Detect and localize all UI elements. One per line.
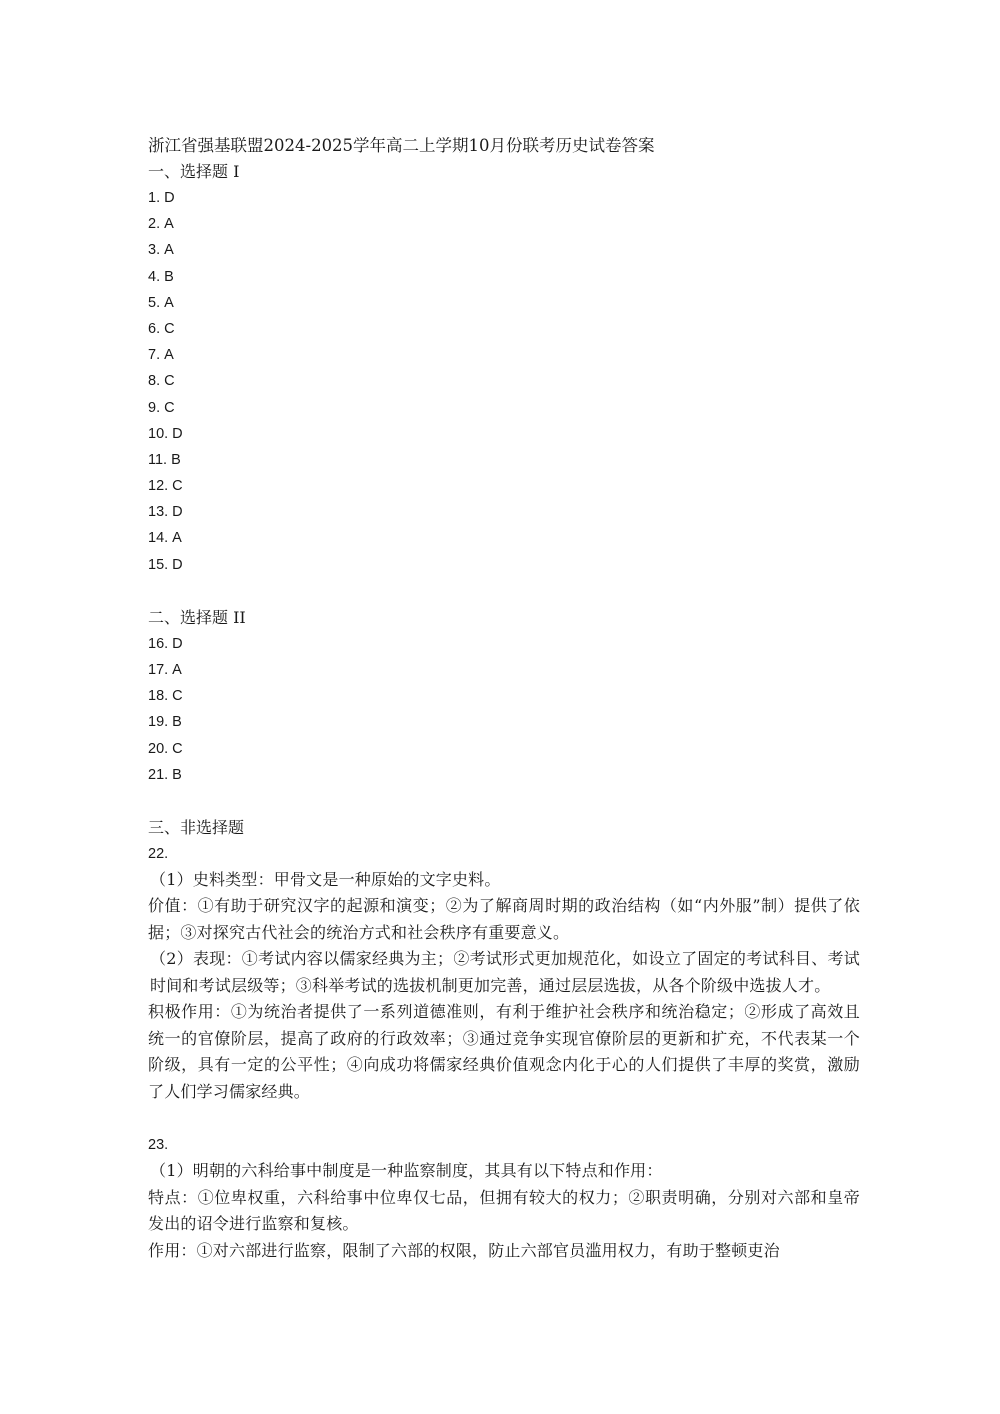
section-1-answers (148, 185, 860, 578)
answer-item: 2. A (148, 216, 174, 233)
question-23-number: 23. (148, 1137, 169, 1154)
q22-part1-value: 价值：①有助于研究汉字的起源和演变；②为了解商周时期的政治结构（如“内外服”制）提供了依据；③对探究古代社会的统治方式和社会秩序有重要意义。 (148, 896, 860, 942)
answer-item: 13. D (148, 504, 183, 521)
section-2-answers (148, 631, 860, 788)
answer-item: 4. B (148, 268, 174, 285)
answer-item: 6. C (148, 320, 175, 337)
answer-item: 18. C (148, 688, 183, 705)
spacer (148, 788, 860, 815)
answer-item: 14. A (148, 530, 182, 547)
document-title: 浙江省强基联盟2024-2025学年高二上学期10月份联考历史试卷答案 (148, 136, 655, 155)
spacer (148, 578, 860, 605)
q23-functions: 作用：①对六部进行监察，限制了六部的权限，防止六部官员滥用权力，有助于整顿吏治 (148, 1240, 780, 1260)
q22-part2-positive-role: 积极作用：①为统治者提供了一系列道德准则，有利于维护社会秩序和统治稳定；②形成了高效且统一的官僚阶层，提高了政府的行政效率；③通过竞争实现官僚阶层的更新和扩充，不代表某一个阶级，具有一定的公平性；④向成功将儒家经典价值观念内化于心的人们提供了丰厚的奖赏，激励了人们学习儒家经典。 (148, 1002, 860, 1101)
answer-item: 3. A (148, 242, 174, 259)
answer-item: 21. B (148, 766, 182, 783)
answer-item: 15. D (148, 556, 183, 573)
q22-part1-type: （1）史料类型：甲骨文是一种原始的文字史料。 (150, 869, 501, 889)
q23-part1-intro: （1）明朝的六科给事中制度是一种监察制度，其具有以下特点和作用： (150, 1161, 663, 1181)
q22-part2-manifestation: （2）表现：①考试内容以儒家经典为主；②考试形式更加规范化，如设立了固定的考试科目、考试时间和考试层级等；③科举考试的选拔机制更加完善，通过层层选拔，从各个阶级中选拔人才。 (150, 949, 860, 995)
answer-item: 11. B (148, 451, 181, 468)
answer-item: 17. A (148, 662, 182, 678)
question-22-number: 22. (148, 845, 169, 862)
answer-item: 9. C (148, 399, 175, 416)
section-2-heading: 二、选择题 II (148, 607, 246, 627)
document-page (148, 133, 860, 1264)
section-1-heading: 一、选择题 I (148, 162, 240, 181)
answer-item: 5. A (148, 294, 174, 311)
answer-item: 1. D (148, 190, 175, 206)
answer-item: 8. C (148, 373, 175, 390)
section-3-heading: 三、非选择题 (148, 817, 245, 837)
answer-item: 10. D (148, 425, 183, 442)
answer-item: 19. B (148, 714, 182, 731)
answer-item: 20. C (148, 740, 183, 757)
answer-item: 12. C (148, 478, 183, 495)
spacer (148, 1105, 860, 1132)
q23-features: 特点：①位卑权重，六科给事中位卑仅七品，但拥有较大的权力；②职责明确，分别对六部和皇帝发出的诏令进行监察和复核。 (148, 1187, 860, 1234)
answer-item: 16. D (148, 635, 183, 652)
answer-item: 7. A (148, 347, 174, 364)
